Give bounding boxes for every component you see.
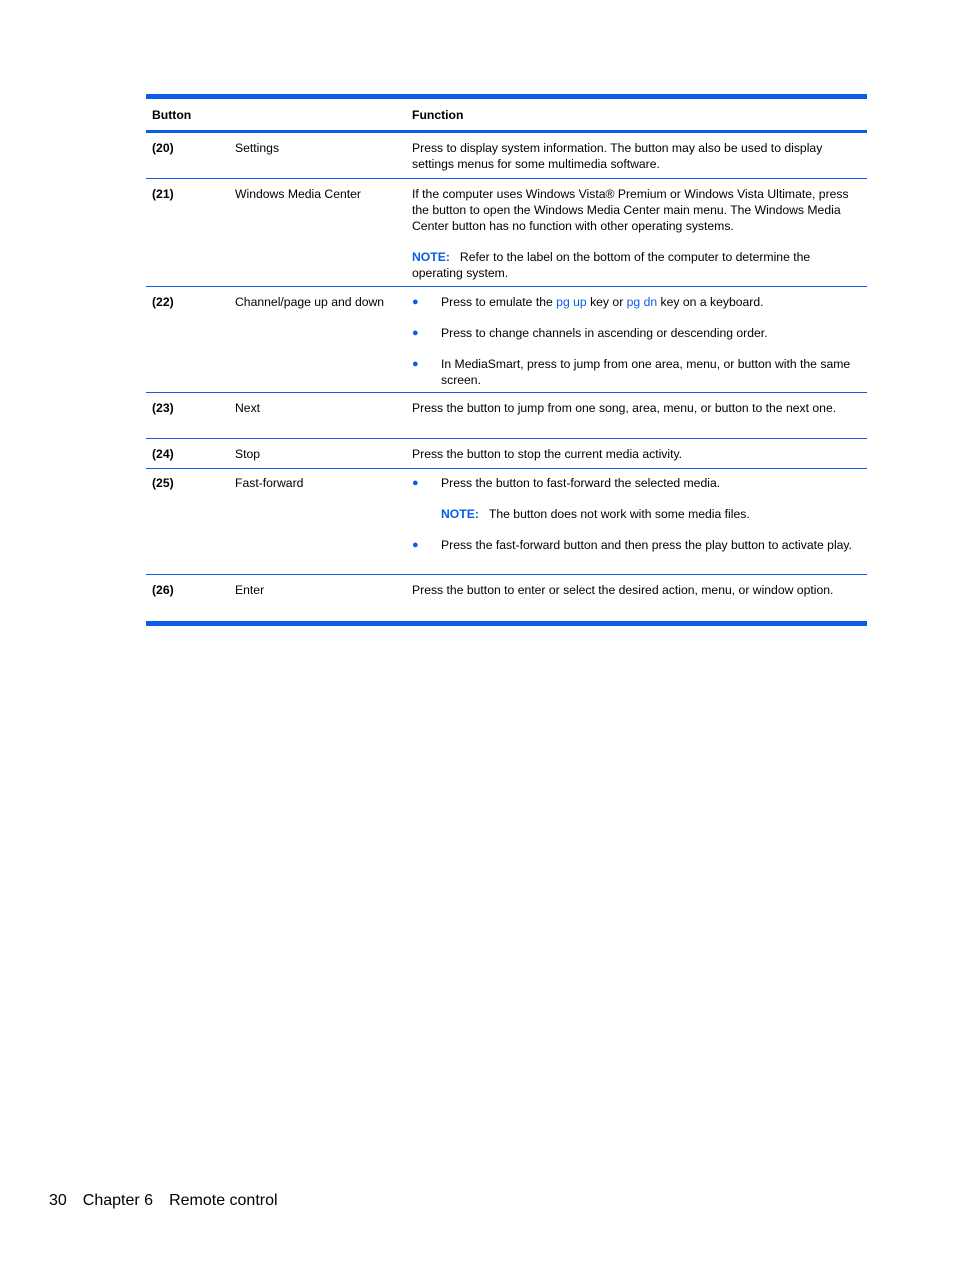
text: Press to emulate the <box>441 295 553 309</box>
bullet-icon: ● <box>412 539 419 551</box>
table-row <box>146 469 867 575</box>
text: key or <box>590 295 624 309</box>
row-button-name: Settings <box>235 141 280 155</box>
bullet-item <box>412 294 855 310</box>
text: key on a keyboard. <box>660 295 764 309</box>
function-text: If the computer uses Windows Vista® Premium or Windows Vista Ultimate, press the button to open the Windows Media Center main menu. The Windows Media Center button has no function with other operating systems. <box>412 187 849 233</box>
bullet-text: Press the button to fast-forward the selected media. <box>441 476 721 490</box>
row-number: (25) <box>152 476 174 490</box>
bullet-item <box>412 475 855 491</box>
row-button-name: Channel/page up and down <box>235 295 385 309</box>
row-function <box>412 446 867 468</box>
note <box>412 506 855 522</box>
bullet-icon: ● <box>412 477 419 489</box>
row-function <box>412 400 867 438</box>
bullet-text: Press to change channels in ascending or descending order. <box>441 326 768 340</box>
page-number: 30 <box>49 1192 67 1209</box>
bullet-icon: ● <box>412 358 419 370</box>
row-button-name: Windows Media Center <box>235 187 361 201</box>
row-function <box>412 186 867 286</box>
row-button-name: Stop <box>235 447 261 461</box>
table-row <box>146 575 867 621</box>
table-row <box>146 393 867 439</box>
bullet-text: In MediaSmart, press to jump from one area, menu, or button with the same screen. <box>441 357 851 387</box>
table-row <box>146 287 867 393</box>
header-function: Function <box>412 107 464 122</box>
function-text: Press the button to jump from one song, area, menu, or button to the next one. <box>412 401 837 415</box>
bullet-text: Press the fast-forward button and then press the play button to activate play. <box>441 538 852 552</box>
key-pg-dn: pg dn <box>626 295 658 309</box>
row-function <box>412 140 867 178</box>
function-text: Press the button to enter or select the desired action, menu, or window option. <box>412 583 834 597</box>
table-row <box>146 439 867 469</box>
bullet-icon: ● <box>412 296 419 308</box>
table-row <box>146 133 867 179</box>
note-text: Refer to the label on the bottom of the computer to determine the operating system. <box>412 250 811 280</box>
row-function <box>412 475 867 574</box>
note-text: The button does not work with some media files. <box>488 507 750 521</box>
function-text: Press the button to stop the current media activity. <box>412 447 683 461</box>
row-button-name: Enter <box>235 583 265 597</box>
bullet-item <box>412 356 855 388</box>
bullet-item <box>412 325 855 341</box>
page-footer <box>49 1191 294 1211</box>
row-number: (22) <box>152 295 174 309</box>
bullet-icon: ● <box>412 327 419 339</box>
note-label: NOTE: <box>412 250 450 264</box>
row-button-name: Fast-forward <box>235 476 304 490</box>
remote-control-table <box>146 94 867 626</box>
row-function <box>412 294 867 392</box>
header-button: Button <box>152 107 192 122</box>
row-number: (23) <box>152 401 174 415</box>
row-number: (21) <box>152 187 174 201</box>
table-row <box>146 179 867 287</box>
note-label: NOTE: <box>441 507 479 521</box>
row-number: (26) <box>152 583 174 597</box>
chapter-label: Chapter 6 <box>82 1192 154 1209</box>
function-text: Press to display system information. The button may also be used to display settings menus for some multimedia software. <box>412 141 823 171</box>
bullet-item <box>412 537 855 553</box>
table-header <box>146 99 867 133</box>
chapter-title: Remote control <box>169 1192 278 1209</box>
note <box>412 249 855 281</box>
row-button-name: Next <box>235 401 261 415</box>
row-number: (24) <box>152 447 174 461</box>
key-pg-up: pg up <box>556 295 587 309</box>
row-function <box>412 582 867 621</box>
row-number: (20) <box>152 141 174 155</box>
